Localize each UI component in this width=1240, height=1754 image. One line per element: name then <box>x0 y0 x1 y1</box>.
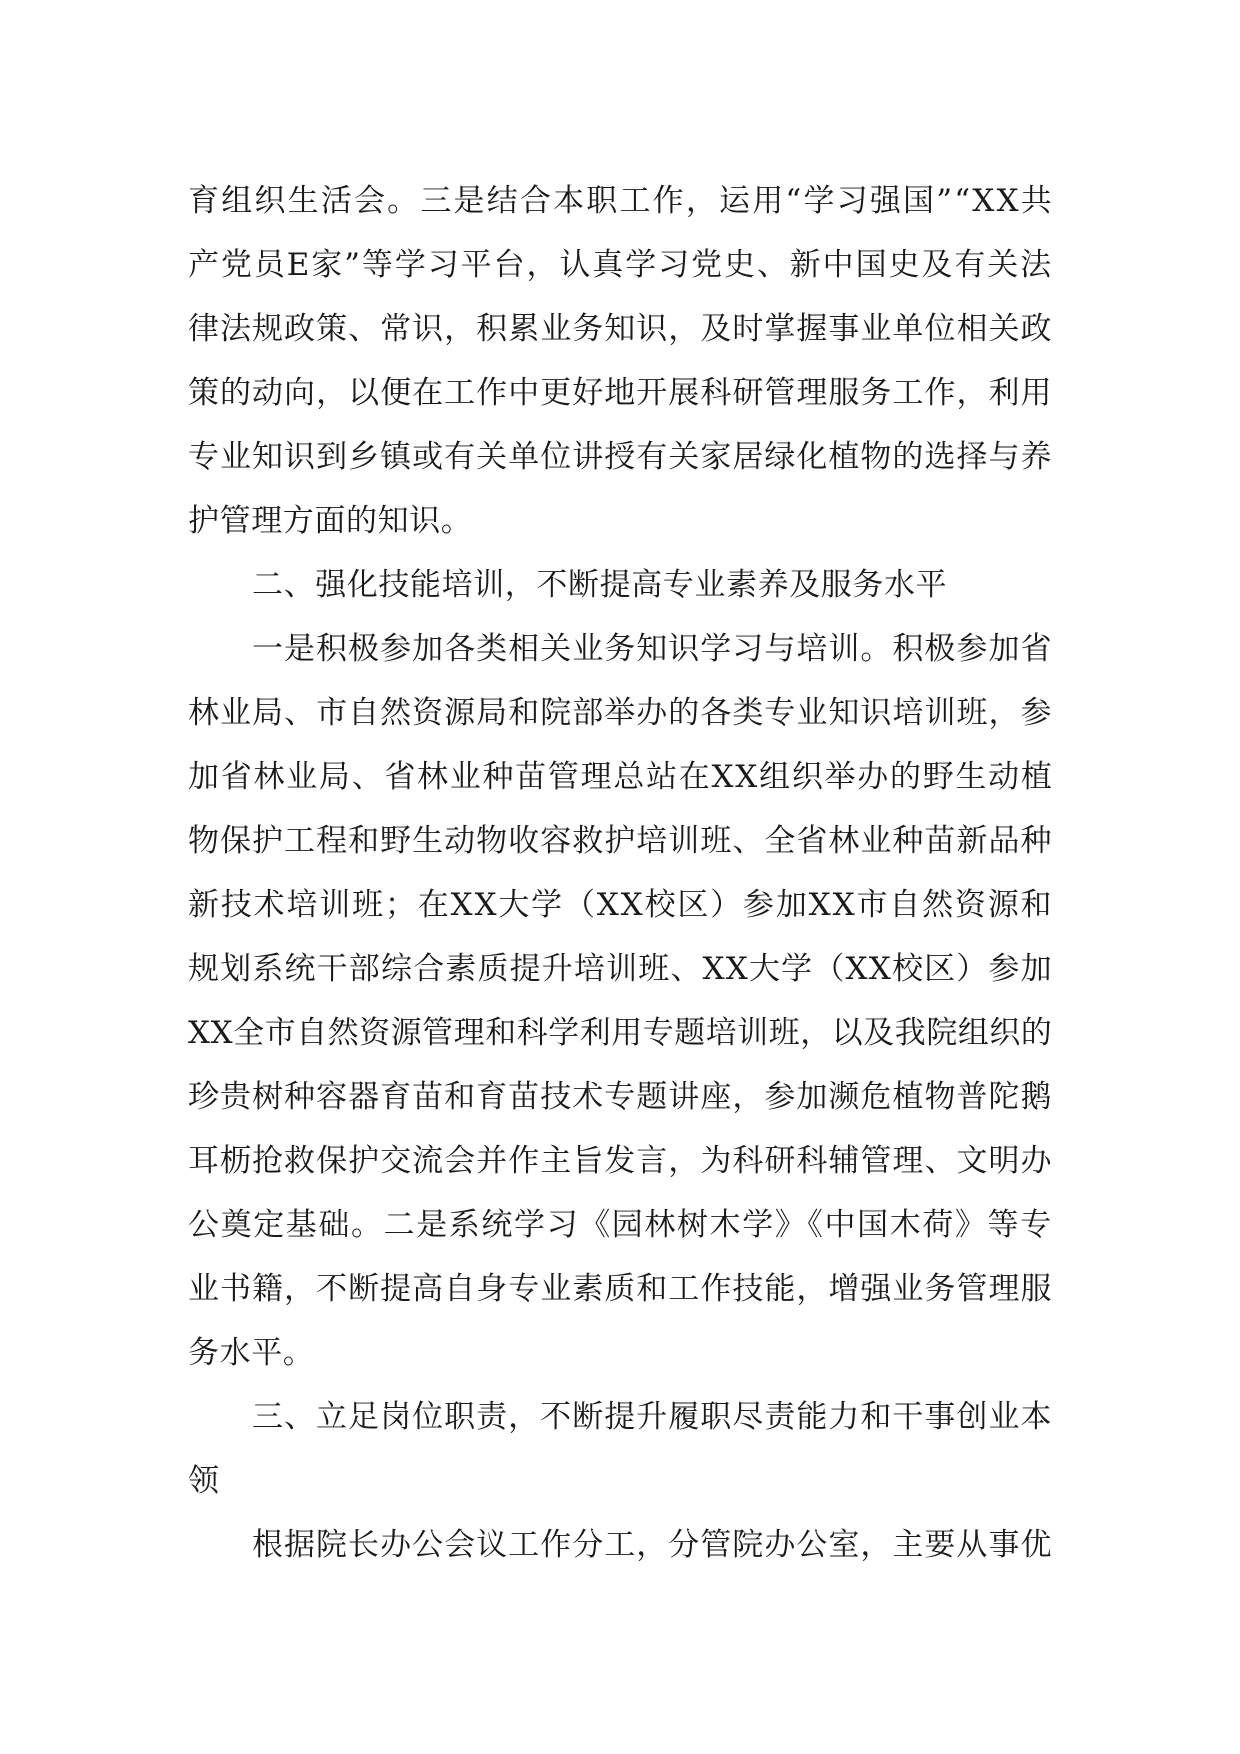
body-text-line: 新技术培训班；在XX大学（XX校区）参加XX市自然资源和 <box>188 887 1054 923</box>
body-text-line: 一是积极参加各类相关业务知识学习与培训。积极参加省 <box>252 631 1053 667</box>
body-text-line: 育组织生活会。三是结合本职工作，运用“学习强国”“XX共 <box>188 183 1055 219</box>
section-heading-3-continued: 领 <box>188 1463 220 1499</box>
body-text-line: 耳枥抢救保护交流会并作主旨发言，为科研科辅管理、文明办 <box>188 1143 1053 1179</box>
section-heading-3: 三、立足岗位职责，不断提升履职尽责能力和干事创业本 <box>252 1399 1053 1435</box>
body-text-line: 专业知识到乡镇或有关单位讲授有关家居绿化植物的选择与养 <box>188 439 1053 475</box>
body-text-line: 产党员E家”等学习平台，认真学习党史、新中国史及有关法 <box>188 247 1054 283</box>
body-text-line: 物保护工程和野生动物收容救护培训班、全省林业种苗新品种 <box>188 823 1053 859</box>
body-text-line: 护管理方面的知识。 <box>188 503 473 539</box>
body-text-line: 规划系统干部综合素质提升培训班、XX大学（XX校区）参加 <box>188 951 1053 987</box>
body-text-line: 业书籍，不断提高自身专业素质和工作技能，增强业务管理服 <box>188 1271 1053 1307</box>
body-text-line: 根据院长办公会议工作分工，分管院办公室，主要从事优 <box>252 1527 1053 1563</box>
body-text-line: 林业局、市自然资源局和院部举办的各类专业知识培训班，参 <box>188 695 1053 731</box>
body-text-line: 策的动向，以便在工作中更好地开展科研管理服务工作，利用 <box>188 375 1053 411</box>
body-text-line: 加省林业局、省林业种苗管理总站在XX组织举办的野生动植 <box>188 759 1054 795</box>
body-text-line: 务水平。 <box>188 1335 315 1371</box>
body-text-line: 公奠定基础。二是系统学习《园林树木学》《中国木荷》等专 <box>188 1207 1053 1243</box>
body-text-line: 律法规政策、常识，积累业务知识，及时掌握事业单位相关政 <box>188 311 1053 347</box>
body-text-line: XX全市自然资源管理和科学利用专题培训班，以及我院组织的 <box>188 1015 1053 1051</box>
section-heading-2: 二、强化技能培训，不断提高专业素养及服务水平 <box>252 567 948 603</box>
body-text-line: 珍贵树种容器育苗和育苗技术专题讲座，参加濒危植物普陀鹅 <box>188 1079 1053 1115</box>
